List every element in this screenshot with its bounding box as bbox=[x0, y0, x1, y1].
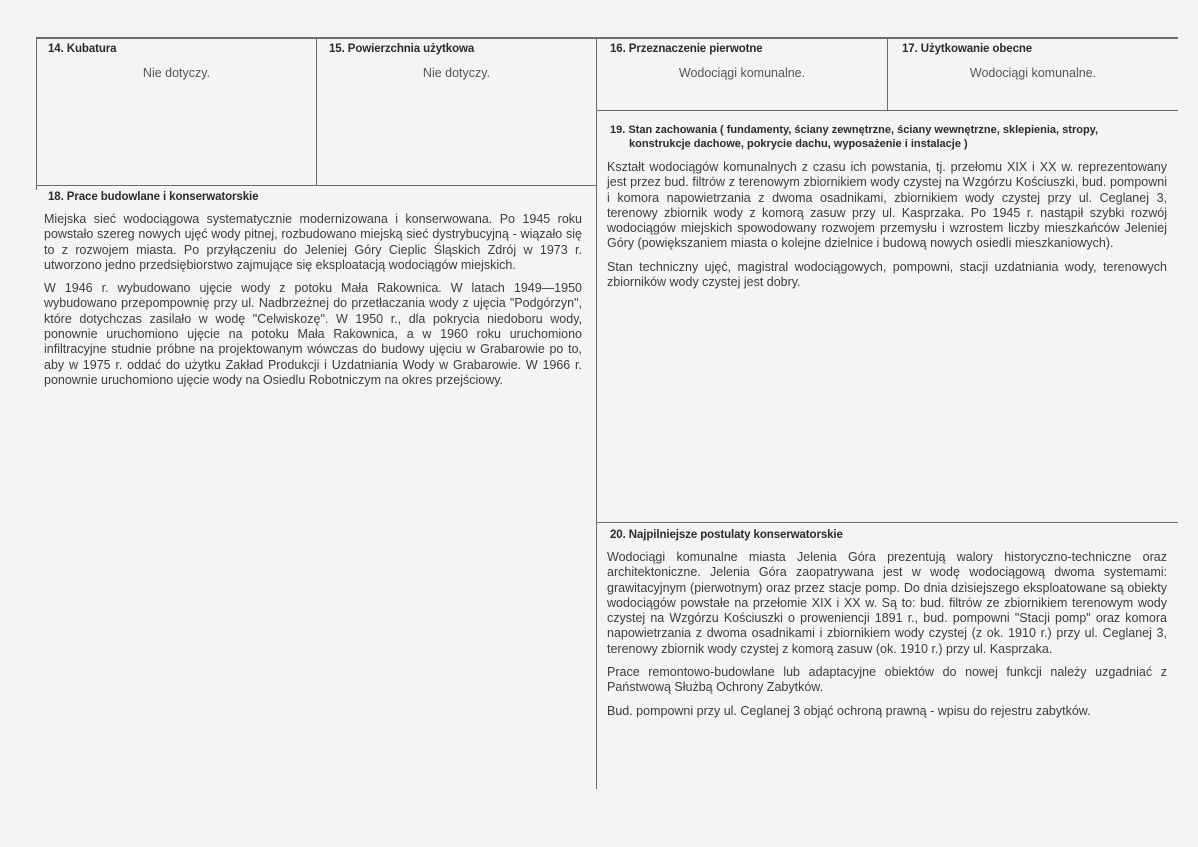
field-14-value: Nie dotyczy. bbox=[142, 66, 211, 80]
section-18-paragraph-2: W 1946 r. wybudowano ujęcie wody z potoku Mała Rakownica. W latach 1949—1950 wybudowano przepompownię przy ul. Nadbrzeżnej do przetłaczania wody z ujęcia "Podgórzyn", które dotychczas zasilało w wodę "Celwiskozę". W 1950 r., dla pokrycia niedoboru wody, ponownie uruchomiono ujęcie na potoku Mała Rakownica, a w 1960 roku uruchomiono infiltracyjne studnie próbne na projektowanym wówczas do budowy ujęciu w Grabarowie po to, aby w 1975 r. oddać do użytku Zakład Produkcji i Uzdatniania Wody w Grabarowie. W 1966 r. ponownie uruchomiono ujęcie wody na Osiedlu Robotniczym na okres przejściowy. bbox=[44, 281, 582, 387]
section-19-label-line-2: konstrukcje dachowe, pokrycie dachu, wyposażenie i instalacje ) bbox=[629, 138, 968, 150]
field-17-label: 17. Użytkowanie obecne bbox=[902, 43, 1033, 55]
section-20-paragraph-2: Prace remontowo-budowlane lub adaptacyjne obiektów do nowej funkcji należy uzgadniać z Państwową Służbą Ochrony Zabytków. bbox=[607, 665, 1167, 695]
top-border-line bbox=[36, 37, 1178, 39]
section-18-label: 18. Prace budowlane i konserwatorskie bbox=[48, 191, 259, 203]
section-20-text bbox=[607, 550, 1167, 727]
field-16-value: Wodociągi komunalne. bbox=[678, 66, 806, 80]
field-16-label: 16. Przeznaczenie pierwotne bbox=[610, 43, 763, 55]
center-divider bbox=[596, 37, 597, 789]
section-19-paragraph-1: Kształt wodociągów komunalnych z czasu ich powstania, tj. przełomu XIX i XX w. reprezentowany jest przez bud. filtrów z terenowym zbiornikiem wody czystej na Wzgórzu Kościuszki, bud. pompowni i komora napowietrzania z dwoma osadnikami, zbiornikiem wody czystej przy ul. Ceglanej 3, terenowy zbiornik wody z komorą zasuw przy ul. Kasprzaka. Po 1945 r. nastąpił szybki rozwój wodociągów miejskich spowodowany rozwojem przemysłu i wzrostem liczby mieszkańców Jeleniej Góry (powiększaniem miasta o kolejne dzielnice i budową nowych osiedli mieszkaniowych). bbox=[607, 160, 1167, 251]
field-17-value: Wodociągi komunalne. bbox=[969, 66, 1097, 80]
rule-above-20 bbox=[597, 522, 1178, 523]
section-19-label-line-1: 19. Stan zachowania ( fundamenty, ściany zewnętrzne, ściany wewnętrzne, sklepienia, stropy, bbox=[610, 124, 1099, 136]
divider-14-15 bbox=[316, 37, 317, 185]
section-20-paragraph-1: Wodociągi komunalne miasta Jelenia Góra prezentują walory historyczno-techniczne oraz architektoniczne. Jelenia Góra zaopatrywana jest w wodę wodociągową dwoma systemami: grawitacyjnym (pierwotnym) oraz przez stacje pomp. Do dnia dzisiejszego eksploatowane są obiekty wodociągów powstałe na przełomie XIX i XX w. Są to: bud. filtrów ze zbiornikiem terenowym wody czystej na Wzgórzu Kościuszki o proweniencji 1891 r., bud. pompowni "Stacji pomp" oraz komora napowietrzania z dwoma osadnikami i zbiornikiem wody czystej (z ok. 1910 r.) przy ul. Ceglanej 3, terenowy zbiornik wody czystej z komorą zasuw (ok. 1910 r.) przy ul. Kasprzaka. bbox=[607, 550, 1167, 656]
rule-above-18 bbox=[36, 185, 596, 186]
field-15-value: Nie dotyczy. bbox=[422, 66, 491, 80]
section-20-paragraph-3: Bud. pompowni przy ul. Ceglanej 3 objąć ochroną prawną - wpisu do rejestru zabytków. bbox=[607, 703, 1091, 718]
field-15-label: 15. Powierzchnia użytkowa bbox=[329, 43, 475, 55]
section-20-label: 20. Najpilniejsze postulaty konserwatorskie bbox=[610, 529, 843, 541]
section-19-label bbox=[610, 123, 1170, 151]
rule-under-16-17 bbox=[597, 110, 1178, 111]
field-14-label: 14. Kubatura bbox=[48, 43, 117, 55]
left-border-line bbox=[36, 37, 37, 190]
section-18-text bbox=[44, 212, 582, 396]
section-18-paragraph-1: Miejska sieć wodociągowa systematycznie modernizowana i konserwowana. Po 1945 roku powstało szereg nowych ujęć wody pitnej, rozbudowano miejską sieć dystrybucyjną - wiązało się to z rozwojem miasta. Po przyłączeniu do Jeleniej Góry Cieplic Śląskich Zdrój w 1973 r. utworzono jedno przedsiębiorstwo zajmujące się eksploatacją wodociągów miejskich. bbox=[44, 212, 582, 272]
section-19-paragraph-2: Stan techniczny ujęć, magistral wodociągowych, pompowni, stacji uzdatniania wody, terenowych zbiorników wody czystej jest dobry. bbox=[607, 259, 1167, 290]
section-19-text bbox=[607, 160, 1167, 298]
